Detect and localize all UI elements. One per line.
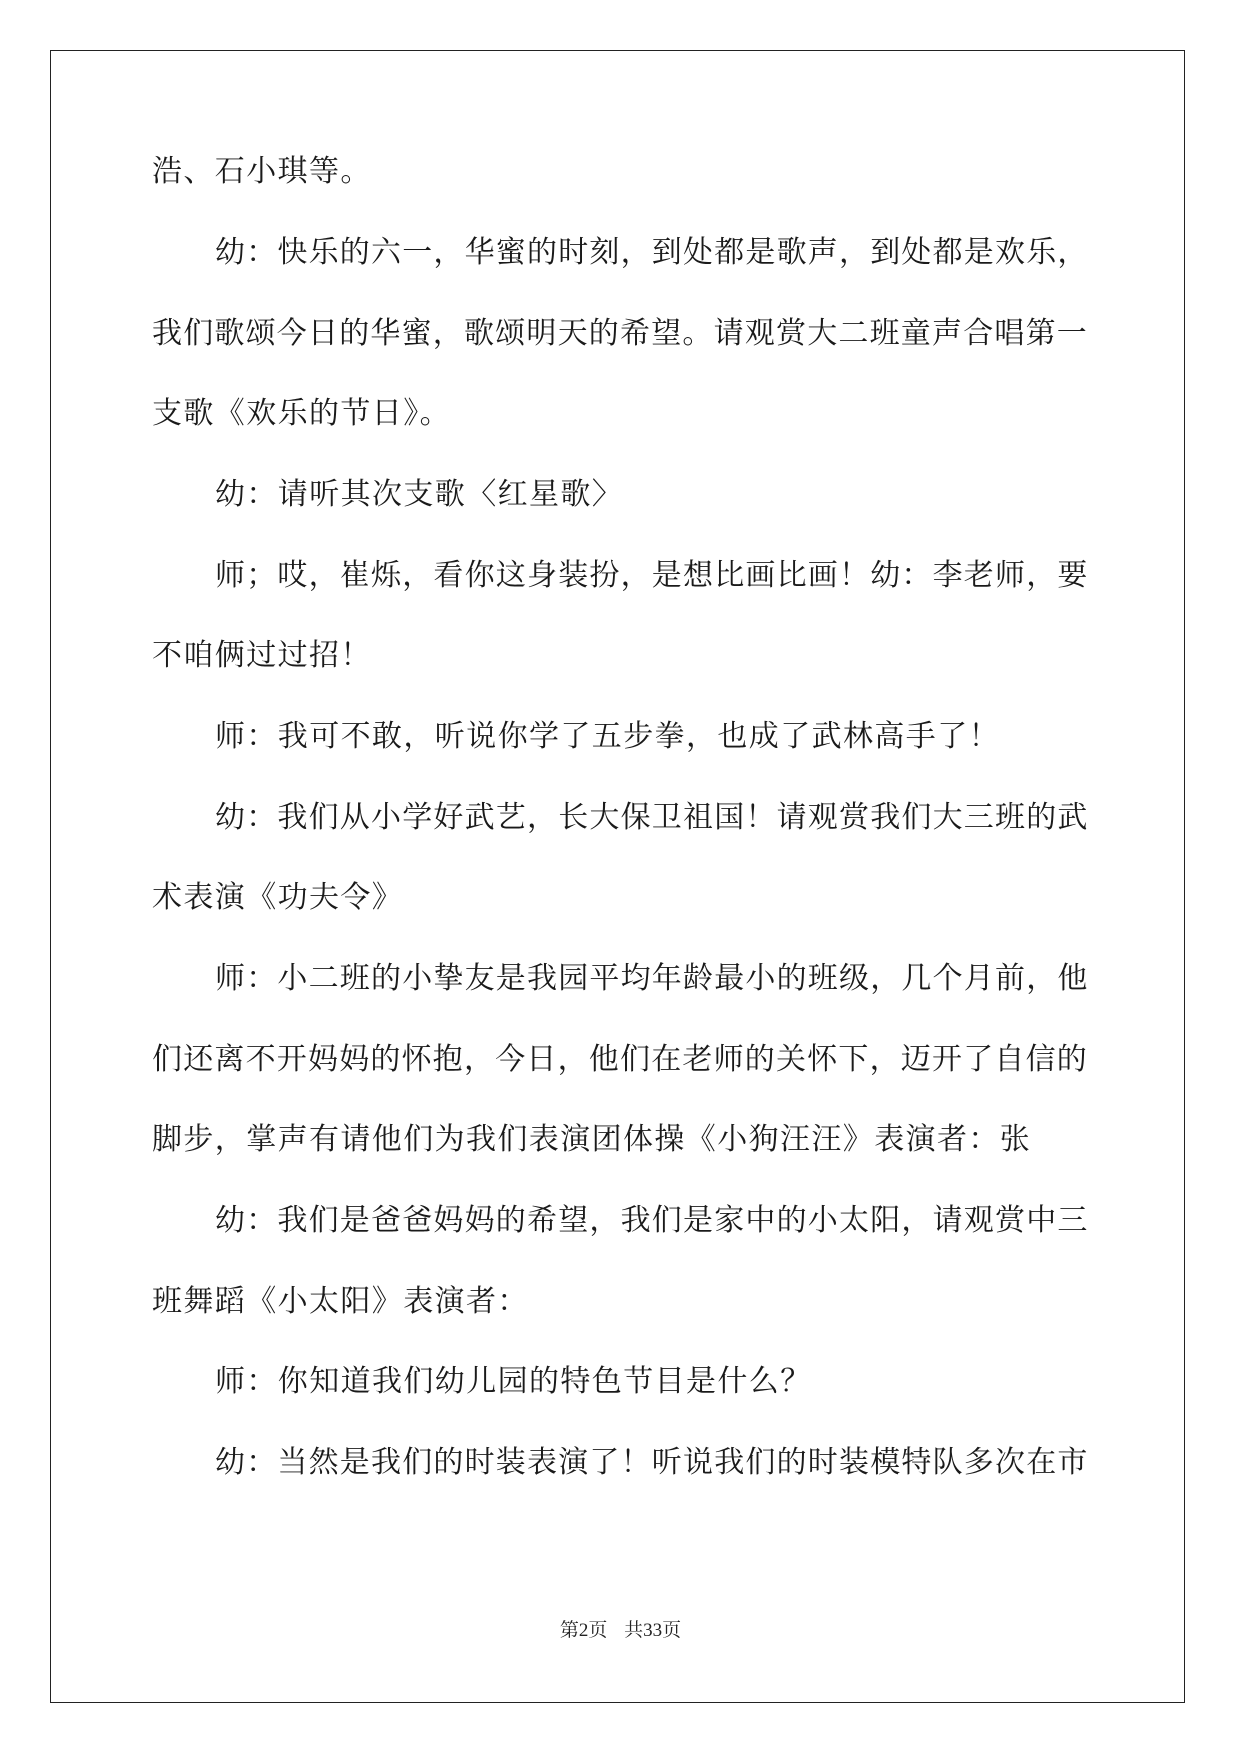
text-line-17: 幼：当然是我们的时装表演了！听说我们的时装模特队多次在市 [215, 1445, 1089, 1480]
text-line-3: 我们歌颂今日的华蜜，歌颂明天的希望。请观赏大二班童声合唱第一 [152, 316, 1088, 351]
text-line-4: 支歌《欢乐的节日》。 [152, 396, 451, 431]
text-line-6: 师；哎，崔烁，看你这身装扮，是想比画比画！幼：李老师，要 [215, 558, 1089, 593]
page-footer [0, 1615, 1241, 1642]
text-line-13: 脚步，掌声有请他们为我们表演团体操《小狗汪汪》表演者：张 [152, 1122, 1032, 1157]
text-line-14: 幼：我们是爸爸妈妈的希望，我们是家中的小太阳，请观赏中三 [215, 1203, 1089, 1238]
text-line-12: 们还离不开妈妈的怀抱，今日，他们在老师的关怀下，迈开了自信的 [152, 1042, 1088, 1077]
text-line-9: 幼：我们从小学好武艺，长大保卫祖国！请观赏我们大三班的武 [215, 800, 1089, 835]
page-total: 共33页 [624, 1620, 682, 1641]
text-line-1: 浩、石小琪等。 [152, 154, 372, 189]
text-line-2: 幼：快乐的六一，华蜜的时刻，到处都是歌声，到处都是欢乐， [215, 235, 1089, 270]
text-line-10: 术表演《功夫令》 [152, 880, 404, 915]
text-line-16: 师：你知道我们幼儿园的特色节目是什么？ [215, 1364, 812, 1399]
text-line-5: 幼：请听其次支歌〈红星歌〉 [215, 477, 624, 512]
text-line-15: 班舞蹈《小太阳》表演者： [152, 1284, 529, 1319]
text-line-8: 师：我可不敢，听说你学了五步拳，也成了武林高手了！ [215, 719, 1000, 754]
text-line-7: 不咱俩过过招！ [152, 638, 372, 673]
text-line-11: 师：小二班的小挚友是我园平均年龄最小的班级，几个月前，他 [215, 961, 1089, 996]
page-number: 第2页 [559, 1620, 608, 1641]
